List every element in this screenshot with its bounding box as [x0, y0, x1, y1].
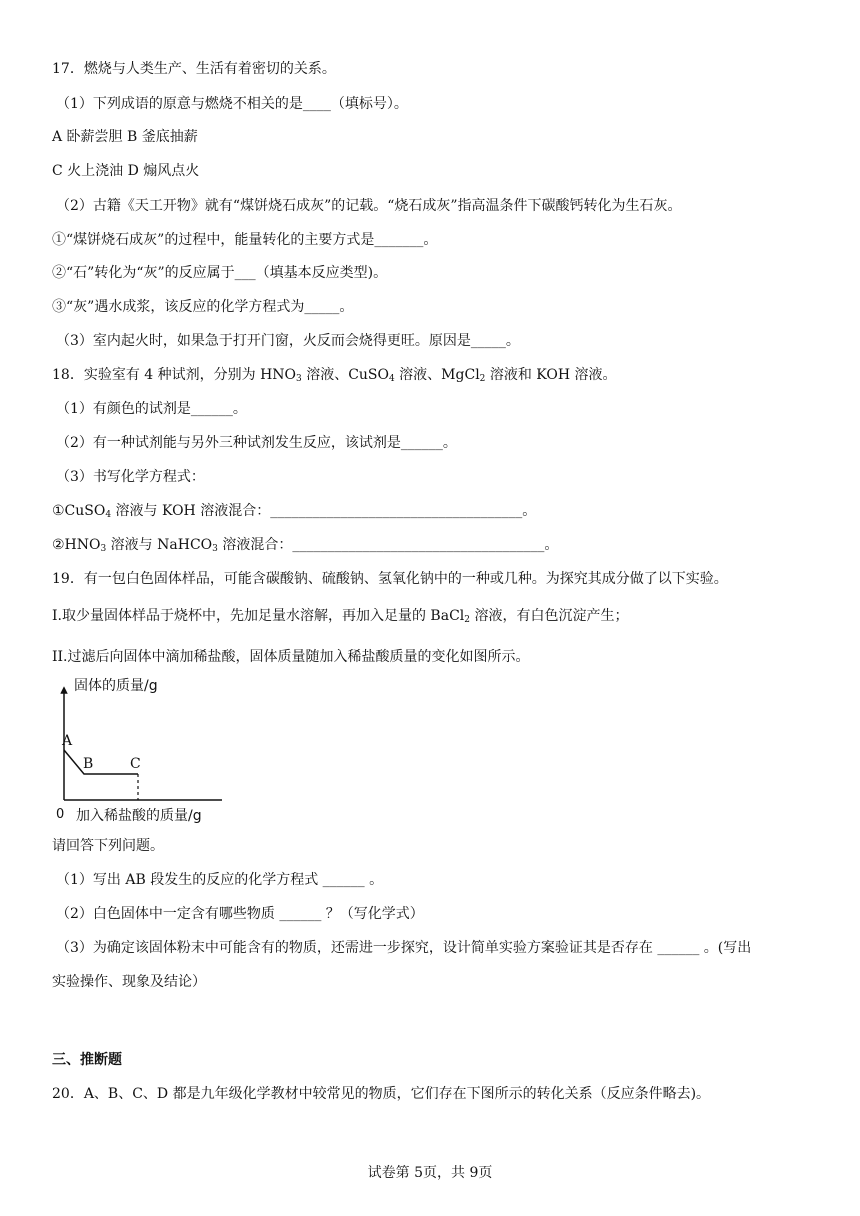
- q19-part1: （1）写出 AB 段发生的反应的化学方程式 ______ 。: [56, 872, 384, 888]
- q17-sub2: ②“石”转化为“灰”的反应属于___（填基本反应类型)。: [52, 265, 388, 281]
- q17-part3: （3）室内起火时，如果急于打开门窗，火反而会烧得更旺。原因是_____。: [56, 333, 520, 349]
- q19-prompt: 请回答下列问题。: [52, 838, 164, 854]
- q17-sub3: ③“灰”遇水成浆，该反应的化学方程式为_____。: [52, 299, 354, 315]
- q18-part2: （2）有一种试剂能与另外三种试剂发生反应，该试剂是______。: [56, 435, 457, 451]
- mass-curve: [64, 750, 138, 774]
- q17-options-cd: C 火上浇油 D 煽风点火: [52, 163, 200, 179]
- origin-label: 0: [56, 807, 65, 822]
- page-footer: 试卷第 5页，共 9页: [367, 1165, 493, 1181]
- q17-options-ab: A 卧薪尝胆 B 釜底抽薪: [52, 129, 198, 145]
- q18-part1: （1）有颜色的试剂是______。: [56, 401, 247, 417]
- q17-stem: 17．燃烧与人类生产、生活有着密切的关系。: [52, 61, 336, 77]
- point-c-label: C: [130, 756, 141, 772]
- section-title: 三、推断题: [52, 1052, 122, 1068]
- q19-part3-line1: （3）为确定该固体粉末中可能含有的物质，还需进一步探究，设计简单实验方案验证其是否存在 ______ 。(写出: [56, 940, 752, 956]
- q18-part3: （3）书写化学方程式：: [56, 469, 205, 485]
- y-axis-label: 固体的质量/g: [74, 678, 158, 694]
- x-axis-label: 加入稀盐酸的质量/g: [76, 808, 202, 824]
- q17-sub1: ①“煤饼烧石成灰”的过程中，能量转化的主要方式是_______。: [52, 232, 438, 248]
- q19-part3-line2: 实验操作、现象及结论）: [52, 974, 206, 990]
- q18-equation-2: $②HNO_3$ 溶液与 NaHCO$_3$ 溶液混合：____________________________________。: [52, 537, 559, 554]
- q18-equation-1: ①CuSO$_4$ 溶液与 KOH 溶液混合：____________________________________。: [52, 503, 537, 520]
- q19-step1: I.取少量固体样品于烧杯中，先加足量水溶解，再加入足量的 BaCl$_2$ 溶液，有白色沉淀产生；: [52, 608, 629, 625]
- point-b-label: B: [83, 756, 94, 772]
- q19-part2: （2）白色固体中一定含有哪些物质 ______ ？（写化学式）: [56, 906, 424, 922]
- point-a-label: A: [62, 733, 73, 749]
- q18-stem: 18．实验室有 4 种试剂，分别为 $HNO_3$ 溶液、CuSO$_4$ 溶液、MgCl$_2$ 溶液和 KOH 溶液。: [52, 367, 617, 384]
- q17-part2: （2）古籍《天工开物》就有“煤饼烧石成灰”的记载。“烧石成灰”指高温条件下碳酸钙转化为生石灰。: [56, 198, 682, 214]
- q20-stem: 20．A、B、C、D 都是九年级化学教材中较常见的物质，它们存在下图所示的转化关系（反应条件略去)。: [52, 1086, 711, 1102]
- mass-graph: [44, 672, 234, 832]
- q17-part1: （1）下列成语的原意与燃烧不相关的是____（填标号）。: [56, 96, 408, 112]
- q19-step2: II.过滤后向固体中滴加稀盐酸，固体质量随加入稀盐酸质量的变化如图所示。: [52, 649, 530, 665]
- q19-stem: 19．有一包白色固体样品，可能含碳酸钠、硫酸钠、氢氧化钠中的一种或几种。为探究其成分做了以下实验。: [52, 571, 728, 587]
